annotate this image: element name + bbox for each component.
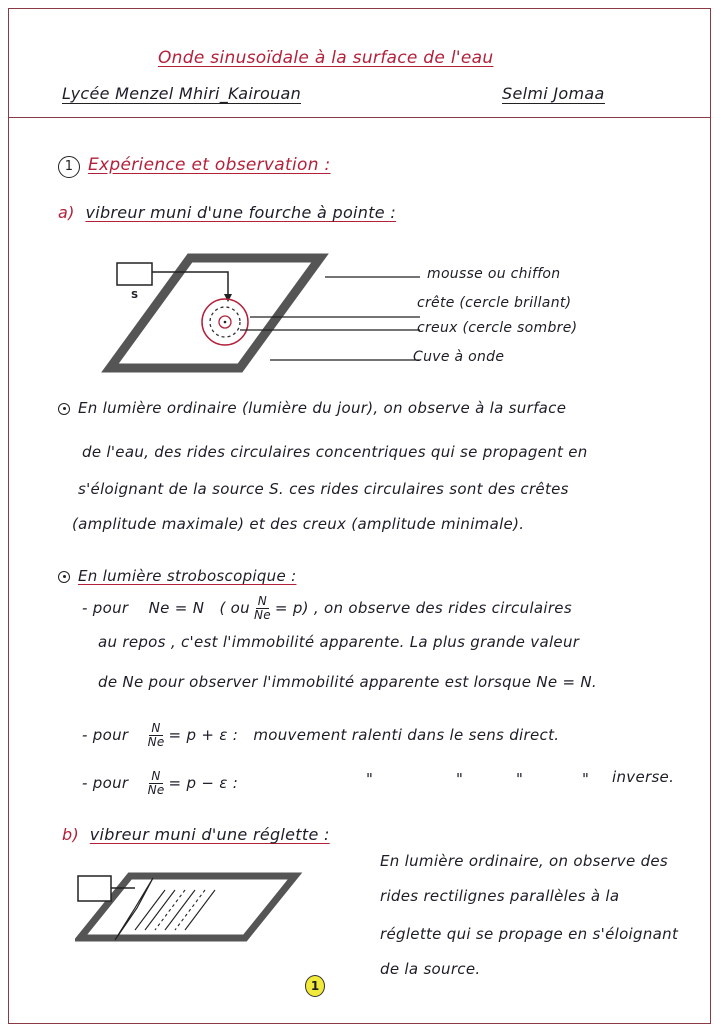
part-b-line-2: rides rectilignes parallèles à la	[380, 887, 620, 905]
part-a-heading	[58, 203, 396, 222]
ordinary-line-2: de l'eau, des rides circulaires concentriques qui se propagent en	[82, 443, 588, 461]
text: = p − ε :	[168, 774, 239, 792]
strobo-line-2: au repos , c'est l'immobilité apparente. La plus grande valeur	[98, 633, 580, 651]
label-foam: mousse ou chiffon	[427, 266, 561, 282]
page-number-badge: 1	[305, 975, 325, 997]
numerator: N	[151, 769, 161, 783]
text: = p) , on observe des rides circulaires	[274, 599, 572, 617]
fraction	[148, 770, 165, 797]
part-b-line-1: En lumière ordinaire, on observe des	[380, 852, 669, 870]
strobo-line-5	[82, 770, 238, 797]
text: En lumière ordinaire (lumière du jour), on observe à la surface	[78, 399, 567, 417]
page-title: Onde sinusoïdale à la surface de l'eau	[158, 48, 494, 68]
ordinary-line-1	[58, 399, 566, 417]
label-crest: crête (cercle brillant)	[417, 295, 572, 311]
section-heading	[58, 155, 331, 178]
text: mouvement ralenti dans le sens direct.	[253, 726, 560, 744]
section-number: 1	[58, 156, 80, 178]
bullet-icon	[58, 571, 70, 583]
strobo-title: En lumière stroboscopique :	[78, 567, 297, 585]
ditto-mark: "	[456, 770, 464, 788]
part-b-title: vibreur muni d'une réglette :	[89, 825, 330, 844]
strobo-heading	[58, 567, 296, 585]
strobo-line-4	[82, 722, 559, 749]
denominator: Ne	[147, 783, 165, 797]
part-a-title: vibreur muni d'une fourche à pointe :	[85, 203, 397, 222]
text: - pour	[82, 599, 129, 617]
source-label: S	[131, 290, 139, 301]
label-trough: creux (cercle sombre)	[417, 320, 578, 336]
ripple-tank-diagram	[100, 250, 430, 380]
strobo-line-3: de Ne pour observer l'immobilité apparente est lorsque Ne = N.	[98, 673, 597, 691]
ordinary-line-4: (amplitude maximale) et des creux (amplitude minimale).	[72, 515, 525, 533]
numerator: N	[151, 721, 161, 735]
bullet-icon	[58, 403, 70, 415]
label-tank: Cuve à onde	[413, 349, 505, 365]
text: - pour	[82, 726, 129, 744]
text: - pour	[82, 774, 129, 792]
ditto-mark: "	[366, 770, 374, 788]
fraction	[148, 722, 165, 749]
part-a-label: a)	[58, 203, 75, 222]
part-b-label: b)	[62, 825, 79, 844]
text: = p + ε :	[168, 726, 239, 744]
ditto-mark: "	[516, 770, 524, 788]
denominator: Ne	[253, 608, 271, 622]
part-b-line-3: réglette qui se propage en s'éloignant	[380, 925, 679, 943]
author-name: Selmi Jomaa	[502, 84, 605, 103]
part-b-line-4: de la source.	[380, 960, 481, 978]
fraction	[254, 595, 271, 622]
denominator: Ne	[147, 735, 165, 749]
header-divider	[8, 117, 711, 118]
strobo-inverse: inverse.	[612, 768, 675, 786]
ditto-mark: "	[582, 770, 590, 788]
ordinary-line-3: s'éloignant de la source S. ces rides circulaires sont des crêtes	[78, 480, 569, 498]
part-b-heading	[62, 825, 330, 844]
text: Ne = N	[148, 599, 205, 617]
numerator: N	[257, 594, 268, 608]
section-title: Expérience et observation :	[88, 155, 331, 175]
strobo-line-1	[82, 595, 572, 622]
reglette-tank-diagram	[75, 870, 315, 950]
text: ( ou	[219, 599, 250, 617]
school-name: Lycée Menzel Mhiri_Kairouan	[62, 84, 302, 103]
